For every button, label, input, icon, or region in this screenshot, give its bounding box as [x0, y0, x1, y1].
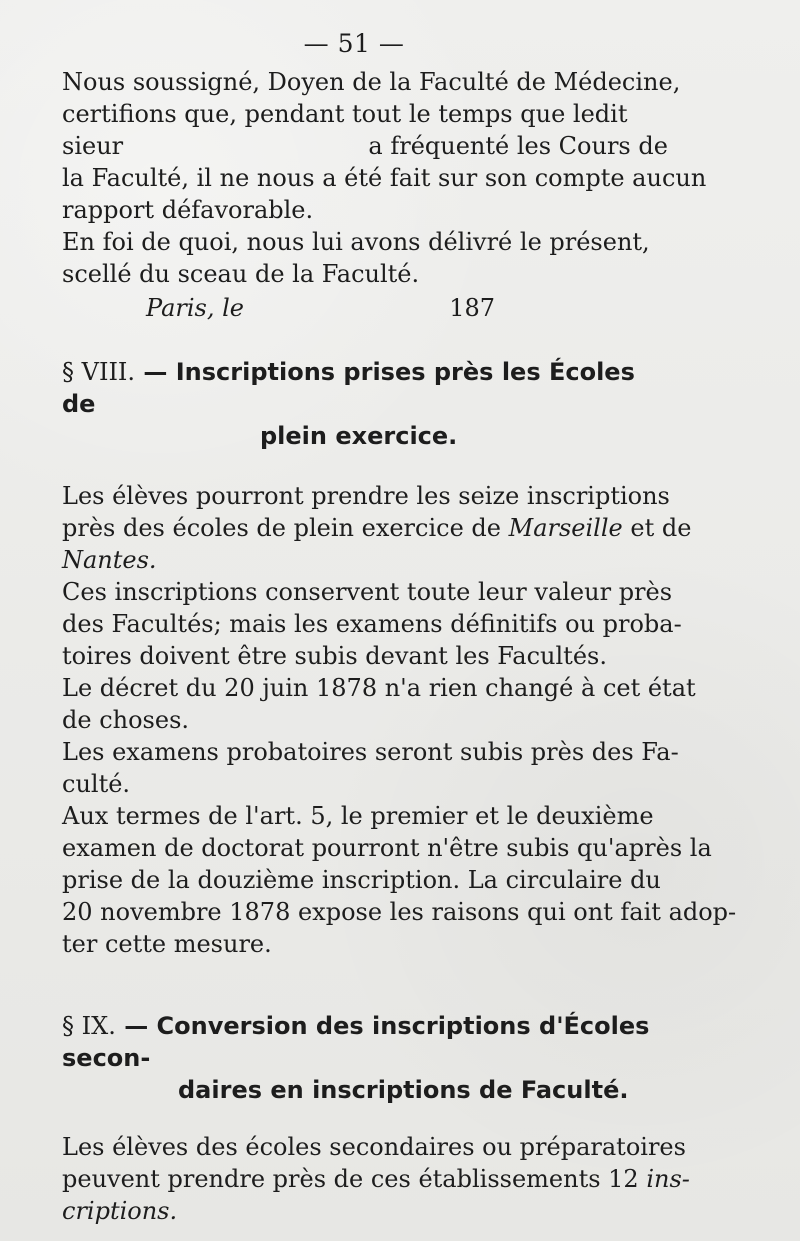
section-ix-p1-line-1: Les élèves des écoles secondaires ou préparatoires — [62, 1133, 686, 1161]
certificate-line-1: Nous soussigné, Doyen de la Faculté de Médecine, — [62, 68, 681, 96]
marseille-word: Marseille — [508, 514, 623, 542]
section-viii-p1-line-2-b: et de — [622, 514, 692, 542]
section-viii-p5-line-2: examen de doctorat pourront n'être subis qu'après la — [62, 834, 712, 862]
section-ix-number: § IX. — [62, 1012, 116, 1040]
section-ix-title-line-2: daires en inscriptions de Faculté. — [178, 1076, 629, 1104]
inscriptions-italic-part-1: ins- — [646, 1165, 690, 1193]
section-viii-title-line-2: plein exercice. — [260, 422, 458, 450]
section-viii-p1-line-1: Les élèves pourront prendre les seize inscriptions — [62, 482, 670, 510]
section-viii-p5-line-5: ter cette mesure. — [62, 930, 272, 958]
section-viii-p2-line-1: Ces inscriptions conservent toute leur valeur près — [62, 578, 673, 606]
section-viii-p3-line-2: de choses. — [62, 706, 190, 734]
page-content — [36, 28, 737, 1227]
section-ix-title — [36, 1010, 672, 1106]
page-number: — 51 — — [303, 29, 405, 58]
section-viii-p1-line-2 — [36, 512, 692, 544]
section-viii-p3-line-1: Le décret du 20 juin 1878 n'a rien changé à cet état — [62, 674, 696, 702]
inscriptions-italic-part-2: criptions. — [62, 1197, 178, 1225]
section-viii-p5-line-3: prise de la douzième inscription. La circulaire du — [62, 866, 661, 894]
section-viii-p5-line-1: Aux termes de l'art. 5, le premier et le deuxième — [62, 802, 654, 830]
section-viii-paragraph-2 — [36, 576, 682, 672]
section-viii-title — [36, 356, 672, 452]
section-ix-p1-line-2 — [36, 1163, 690, 1195]
certificate-closing-paragraph — [36, 226, 672, 290]
section-ix-paragraph-1 — [36, 1131, 690, 1227]
certificate-line-3-left: sieur — [62, 132, 124, 160]
certificate-line-2: certifions que, pendant tout le temps que ledit — [62, 100, 628, 128]
nantes-word: Nantes. — [62, 546, 157, 574]
section-ix-dash: — — [124, 1012, 149, 1040]
place-label: Paris, le — [146, 294, 244, 322]
year-label: 187 — [449, 294, 496, 322]
certificate-line-3-right: a fréquenté les Cours de — [368, 132, 668, 160]
section-viii-paragraph-1 — [36, 480, 692, 576]
section-viii-p2-line-3: toires doivent être subis devant les Facultés. — [62, 642, 607, 670]
section-viii-number: § VIII. — [62, 358, 136, 386]
section-viii-p4-line-2: culté. — [62, 770, 131, 798]
certificate-line-3 — [36, 130, 672, 162]
certificate-line-5: rapport défavorable. — [62, 196, 314, 224]
section-viii-paragraph-5 — [36, 800, 737, 960]
section-viii-dash: — — [143, 358, 168, 386]
place-date-line — [146, 292, 672, 324]
section-viii-p5-line-4: 20 novembre 1878 expose les raisons qui ont fait adop- — [62, 898, 737, 926]
section-viii-title-line-1: Inscriptions prises près les Écoles de — [62, 358, 635, 418]
section-viii-paragraph-3 — [36, 672, 696, 736]
section-ix-p1-line-2-a: peuvent prendre près de ces établissements 12 — [62, 1165, 647, 1193]
section-ix-title-line-1: Conversion des inscriptions d'Écoles secon- — [62, 1012, 650, 1072]
section-viii-paragraph-4 — [36, 736, 679, 800]
certificate-line-7: scellé du sceau de la Faculté. — [62, 260, 420, 288]
section-viii-p4-line-1: Les examens probatoires seront subis près des Fa- — [62, 738, 679, 766]
section-viii-p1-line-2-a: près des écoles de plein exercice de — [62, 514, 509, 542]
certificate-line-4: la Faculté, il ne nous a été fait sur son compte aucun — [62, 164, 707, 192]
certificate-paragraph — [36, 66, 707, 226]
section-viii-p2-line-2: des Facultés; mais les examens définitifs ou proba- — [62, 610, 682, 638]
certificate-line-6: En foi de quoi, nous lui avons délivré le présent, — [62, 228, 650, 256]
